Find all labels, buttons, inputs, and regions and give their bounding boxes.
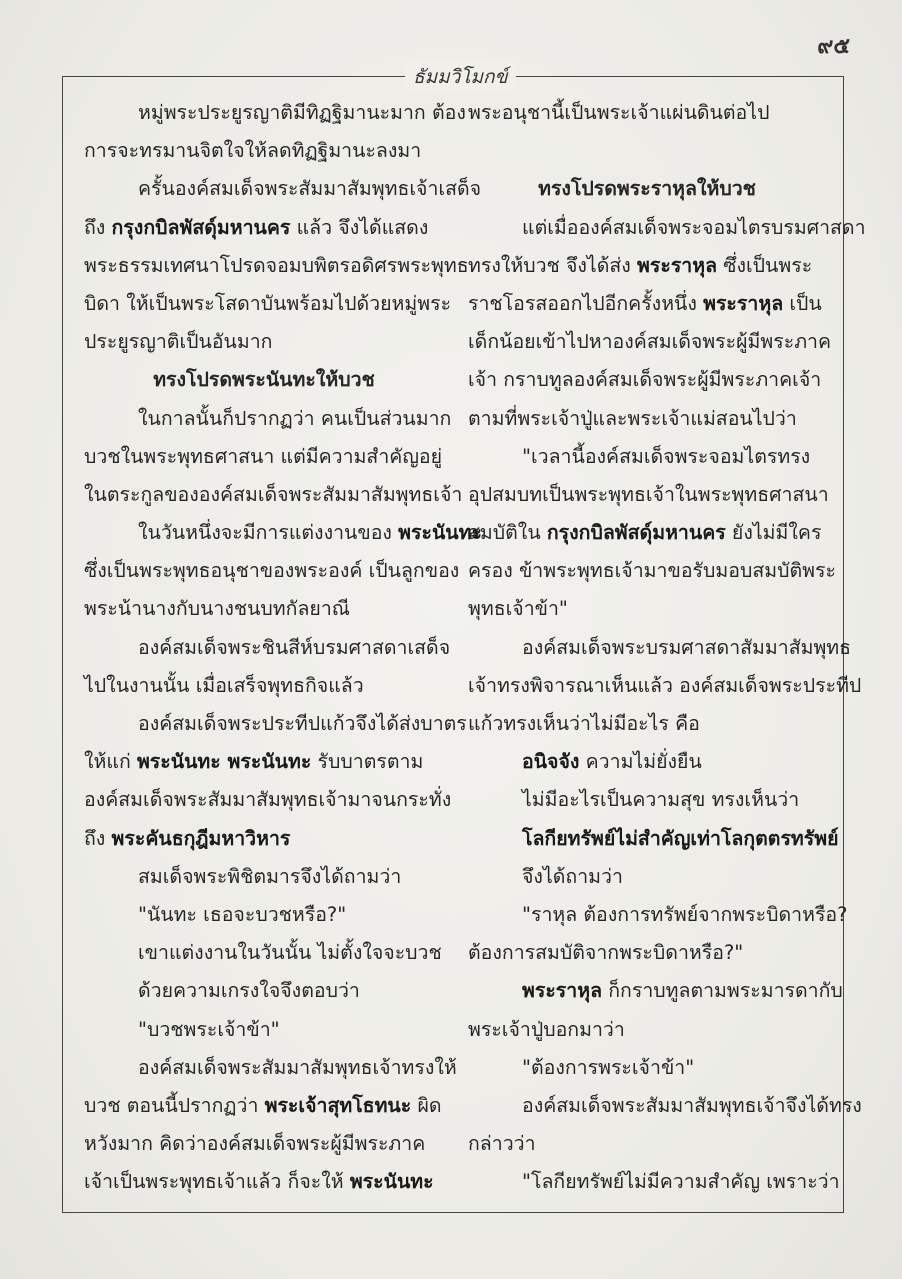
text-line: "ราหุล ต้องการทรัพย์จากพระบิดาหรือ? — [522, 902, 848, 926]
text-line: การจะทรมานจิตใจให้ลดทิฏฐิมานะลงมา — [84, 139, 422, 163]
text-line: ในกาลนั้นก็ปรากฏว่า คนเป็นส่วนมาก — [138, 406, 452, 430]
text-line: "เวลานี้องค์สมเด็จพระจอมไตรทรง — [522, 444, 811, 468]
text-line: กล่าวว่า — [468, 1132, 536, 1156]
text-line: องค์สมเด็จพระสัมมาสัมพุทธเจ้าทรงให้ — [138, 1055, 457, 1079]
text-line: ประยูรญาติเป็นอันมาก — [84, 330, 273, 354]
text-line: พระเจ้าปู่บอกมาว่า — [468, 1017, 625, 1041]
text-line: ถึง กรุงกบิลพัสดุ์มหานคร แล้ว จึงได้แสดง — [84, 215, 429, 239]
text-line: สมเด็จพระพิชิตมารจึงได้ถามว่า — [138, 864, 402, 888]
text-line: ด้วยความเกรงใจจึงตอบว่า — [138, 979, 360, 1003]
text-line: ถึง พระคันธกุฎีมหาวิหาร — [84, 826, 291, 850]
text-line: ราชโอรสออกไปอีกครั้งหนึ่ง พระราหุล เป็น — [468, 291, 822, 315]
text-line: ในตระกูลขององค์สมเด็จพระสัมมาสัมพุทธเจ้า — [84, 482, 463, 506]
text-line: แต่เมื่อองค์สมเด็จพระจอมไตรบรมศาสดา — [522, 215, 866, 239]
section-heading: ทรงโปรดพระนันทะให้บวช — [153, 368, 375, 392]
text-line: พระน้านางกับนางชนบทกัลยาณี — [84, 597, 350, 621]
text-line: "บวชพระเจ้าข้า" — [138, 1017, 280, 1041]
text-line: ในวันหนึ่งจะมีการแต่งงานของ พระนันทะ — [138, 521, 482, 545]
text-line: "ต้องการพระเจ้าข้า" — [522, 1055, 695, 1079]
text-line: ต้องการสมบัติจากพระบิดาหรือ?" — [468, 941, 744, 965]
text-line: บวช ตอนนี้ปรากฏว่า พระเจ้าสุทโธทนะ ผิด — [84, 1093, 442, 1117]
text-line: ให้แก่ พระนันทะ พระนันทะ รับบาตรตาม — [84, 750, 424, 774]
text-line: เจ้าทรงพิจารณาเห็นแล้ว องค์สมเด็จพระประทีป — [468, 673, 862, 697]
text-line: องค์สมเด็จพระประทีปแก้วจึงได้ส่งบาตร — [138, 712, 467, 735]
text-line: บิดา ให้เป็นพระโสดาบันพร้อมไปด้วยหมู่พระ — [84, 291, 452, 315]
text-line — [468, 132, 826, 170]
text-line: เจ้า กราบทูลองค์สมเด็จพระผู้มีพระภาคเจ้า — [468, 368, 822, 392]
text-line: บวชในพระพุทธศาสนา แต่มีความสำคัญอยู่ — [84, 444, 443, 468]
text-line: สมบัติใน กรุงกบิลพัสดุ์มหานคร ยังไม่มีใคร — [468, 521, 822, 545]
text-line: องค์สมเด็จพระสัมมาสัมพุทธเจ้ามาจนกระทั่ง — [84, 788, 452, 812]
text-line: "นันทะ เธอจะบวชหรือ?" — [138, 902, 347, 926]
page-number: ๙๕ — [817, 34, 850, 59]
text-line: พระธรรมเทศนาโปรดจอมบพิตรอดิศรพระพุทธ — [84, 253, 469, 277]
text-line: องค์สมเด็จพระชินสีห์บรมศาสดาเสด็จ — [138, 635, 451, 659]
text-line: อุปสมบทเป็นพระพุทธเจ้าในพระพุทธศาสนา — [468, 482, 829, 506]
text-line: ครั้นองค์สมเด็จพระสัมมาสัมพุทธเจ้าเสด็จ — [138, 177, 482, 201]
text-line: "โลกียทรัพย์ไม่มีความสำคัญ เพราะว่า — [522, 1170, 840, 1194]
text-line: ครอง ข้าพระพุทธเจ้ามาขอรับมอบสมบัติพระ — [468, 559, 836, 583]
text-line: ซึ่งเป็นพระพุทธอนุชาของพระองค์ เป็นลูกของ — [84, 559, 460, 583]
text-line: หมู่พระประยูรญาติมีทิฏฐิมานะมาก ต้อง — [138, 101, 466, 124]
text-line: พุทธเจ้าข้า" — [468, 597, 568, 621]
text-line: จึงได้ถามว่า — [522, 864, 623, 888]
text-line: เจ้าเป็นพระพุทธเจ้าแล้ว ก็จะให้ พระนันทะ — [84, 1170, 434, 1194]
text-line: พระอนุชานี้เป็นพระเจ้าแผ่นดินต่อไป — [468, 101, 770, 124]
text-line: อนิจจัง ความไม่ยั่งยืน — [522, 750, 702, 774]
text-line: ไม่มีอะไรเป็นความสุข ทรงเห็นว่า — [522, 788, 800, 812]
text-line: องค์สมเด็จพระบรมศาสดาสัมมาสัมพุทธ — [522, 635, 852, 659]
right-column — [468, 94, 866, 1201]
section-heading: ทรงโปรดพระราหุลให้บวช — [538, 177, 756, 201]
text-line: เด็กน้อยเข้าไปหาองค์สมเด็จพระผู้มีพระภาค — [468, 330, 832, 354]
text-line: พระราหุล ก็กราบทูลตามพระมารดากับ — [522, 979, 843, 1003]
text-line: องค์สมเด็จพระสัมมาสัมพุทธเจ้าจึงได้ทรง — [522, 1093, 862, 1117]
text-line: แก้วทรงเห็นว่าไม่มีอะไร คือ — [468, 712, 700, 735]
running-header: ธัมมวิโมกข์ — [405, 62, 516, 92]
text-line: ไปในงานนั้น เมื่อเสร็จพุทธกิจแล้ว — [84, 673, 364, 697]
text-line: ตามที่พระเจ้าปู่และพระเจ้าแม่สอนไปว่า — [468, 406, 797, 430]
text-line: ทรงให้บวช จึงได้ส่ง พระราหุล ซึ่งเป็นพระ — [468, 253, 813, 277]
text-line: หวังมาก คิดว่าองค์สมเด็จพระผู้มีพระภาค — [84, 1132, 426, 1156]
text-line: โลกียทรัพย์ไม่สำคัญเท่าโลกุตตรทรัพย์ — [522, 826, 839, 850]
left-column — [84, 94, 482, 1201]
text-line: เขาแต่งงานในวันนั้น ไม่ตั้งใจจะบวช — [138, 941, 442, 965]
